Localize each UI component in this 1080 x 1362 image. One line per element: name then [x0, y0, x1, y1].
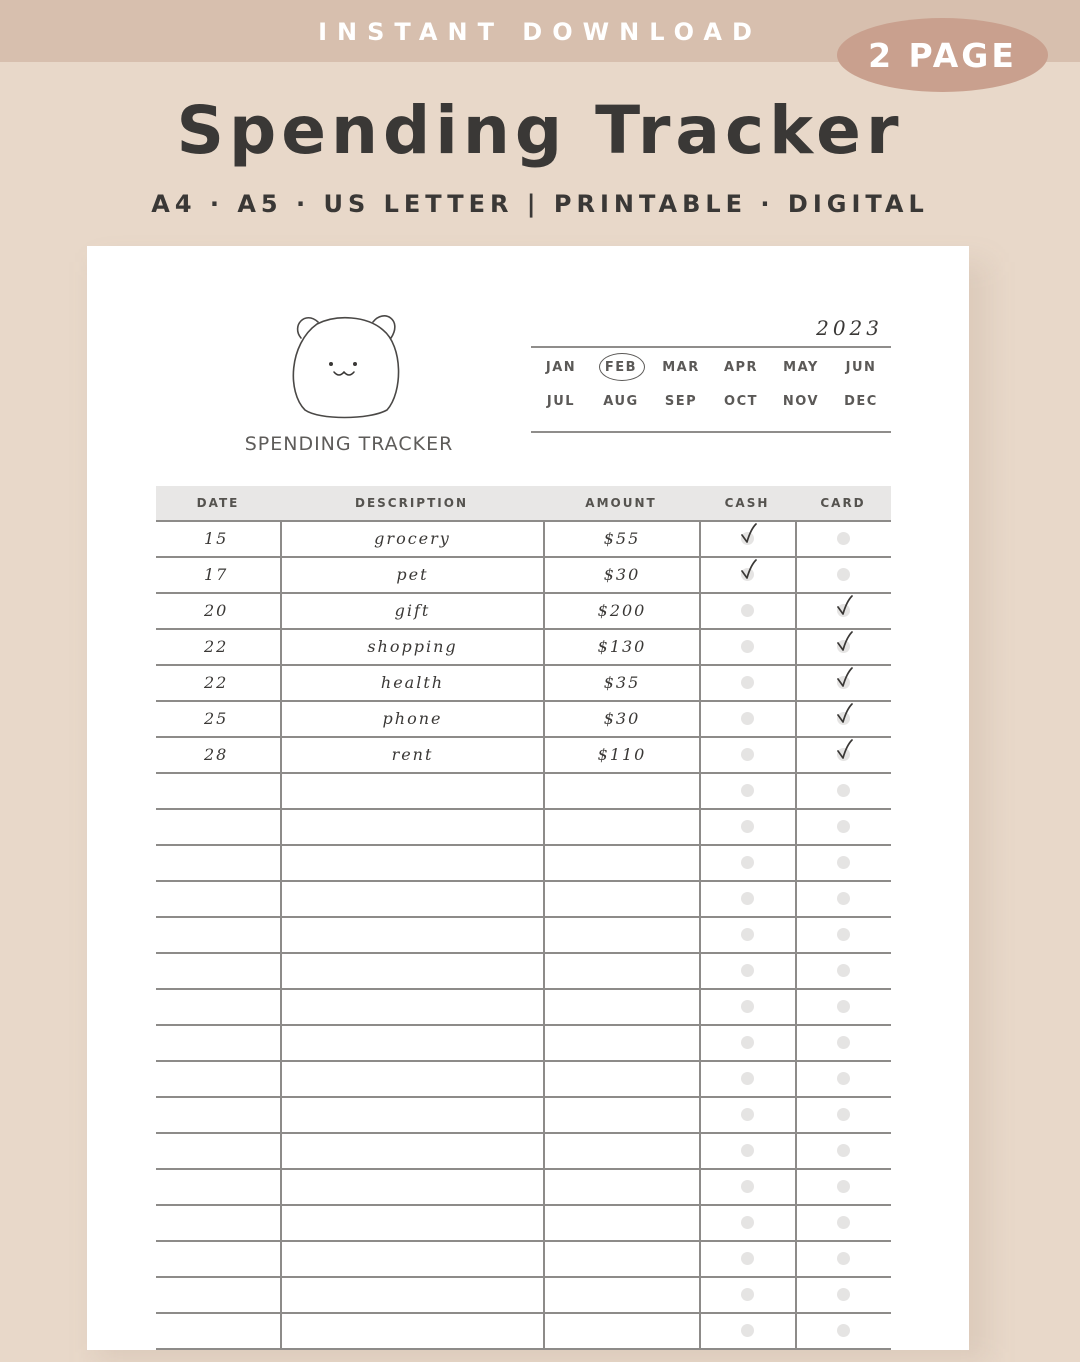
- column-header: CARD: [820, 496, 866, 510]
- sheet-label: SPENDING TRACKER: [244, 433, 454, 455]
- date-cell[interactable]: [156, 954, 280, 988]
- checkbox-dot-icon: [741, 892, 754, 905]
- card-cell[interactable]: [795, 990, 891, 1024]
- amount-cell[interactable]: [543, 918, 699, 952]
- description-cell-text: grocery: [374, 529, 451, 548]
- cash-cell[interactable]: [699, 558, 795, 592]
- description-cell-text: health: [380, 673, 445, 692]
- table-row-empty: [156, 1098, 891, 1134]
- amount-cell-text: $130: [597, 637, 647, 656]
- card-cell[interactable]: [795, 1314, 891, 1348]
- date-cell[interactable]: [156, 990, 280, 1024]
- card-cell[interactable]: [795, 774, 891, 808]
- card-cell[interactable]: [795, 1206, 891, 1240]
- checkbox-dot-icon: [837, 1180, 850, 1193]
- description-cell-text: shopping: [367, 637, 458, 656]
- table-row-empty: [156, 1134, 891, 1170]
- checkbox-dot-icon: [741, 856, 754, 869]
- checkbox-dot-icon: [741, 1252, 754, 1265]
- description-cell[interactable]: [280, 666, 543, 700]
- table-row: [156, 522, 891, 558]
- amount-cell[interactable]: [543, 738, 699, 772]
- amount-cell-text: $30: [603, 565, 641, 584]
- checkbox-dot-icon: [837, 820, 850, 833]
- date-cell[interactable]: [156, 1134, 280, 1168]
- amount-cell-text: $110: [597, 745, 647, 764]
- card-cell[interactable]: [795, 918, 891, 952]
- checkbox-dot-icon: [741, 820, 754, 833]
- checkbox-dot-icon: [741, 1000, 754, 1013]
- table-row-empty: [156, 1026, 891, 1062]
- date-cell[interactable]: [156, 1278, 280, 1312]
- checkbox-dot-icon: [741, 712, 754, 725]
- cash-cell[interactable]: [699, 522, 795, 556]
- amount-cell[interactable]: [543, 1242, 699, 1276]
- checkbox-dot-icon: [837, 1072, 850, 1085]
- checkbox-dot-icon: [741, 748, 754, 761]
- amount-cell[interactable]: [543, 1062, 699, 1096]
- column-header: DATE: [196, 496, 240, 510]
- cash-cell[interactable]: [699, 594, 795, 628]
- cash-cell[interactable]: [699, 882, 795, 916]
- date-cell[interactable]: [156, 1098, 280, 1132]
- checkbox-dot-icon: [837, 1324, 850, 1337]
- amount-cell[interactable]: [543, 1098, 699, 1132]
- table-row-empty: [156, 882, 891, 918]
- table-row-empty: [156, 918, 891, 954]
- amount-cell[interactable]: [543, 1206, 699, 1240]
- cash-cell[interactable]: [699, 810, 795, 844]
- checkbox-dot-icon: [741, 1216, 754, 1229]
- checkbox-dot-icon: [741, 676, 754, 689]
- description-cell[interactable]: [280, 558, 543, 592]
- cash-cell[interactable]: [699, 702, 795, 736]
- checkbox-dot-icon: [741, 604, 754, 617]
- amount-cell[interactable]: [543, 1026, 699, 1060]
- date-cell-text: 17: [204, 565, 229, 584]
- month-jan[interactable]: JAN: [545, 360, 577, 375]
- date-cell[interactable]: [156, 918, 280, 952]
- cash-cell[interactable]: [699, 738, 795, 772]
- amount-cell-text: $35: [603, 673, 641, 692]
- page-count-badge: 2 PAGE: [837, 18, 1048, 92]
- cash-cell[interactable]: [699, 630, 795, 664]
- tracker-sheet: [87, 246, 969, 1350]
- checkmark-icon: [835, 595, 855, 617]
- card-cell[interactable]: [795, 1062, 891, 1096]
- description-cell[interactable]: [280, 774, 543, 808]
- amount-cell[interactable]: [543, 882, 699, 916]
- spending-table: [156, 486, 891, 1350]
- amount-cell[interactable]: [543, 1314, 699, 1348]
- month-apr[interactable]: APR: [723, 360, 759, 375]
- card-cell[interactable]: [795, 558, 891, 592]
- month-dec[interactable]: DEC: [844, 394, 878, 409]
- table-row-empty: [156, 1062, 891, 1098]
- checkmark-icon: [739, 523, 759, 545]
- checkbox-dot-icon: [741, 1036, 754, 1049]
- amount-cell[interactable]: [543, 810, 699, 844]
- amount-cell[interactable]: [543, 522, 699, 556]
- amount-cell[interactable]: [543, 1170, 699, 1204]
- table-row-empty: [156, 846, 891, 882]
- cash-cell[interactable]: [699, 1278, 795, 1312]
- date-cell[interactable]: [156, 738, 280, 772]
- description-cell-text: pet: [396, 565, 429, 584]
- card-cell[interactable]: [795, 702, 891, 736]
- checkbox-dot-icon: [837, 928, 850, 941]
- cash-cell[interactable]: [699, 846, 795, 880]
- description-cell[interactable]: [280, 846, 543, 880]
- description-cell[interactable]: [280, 1026, 543, 1060]
- month-rule-bottom: [531, 431, 891, 433]
- checkbox-dot-icon: [837, 568, 850, 581]
- column-header: AMOUNT: [585, 496, 657, 510]
- table-row: [156, 594, 891, 630]
- date-cell-text: 22: [204, 637, 229, 656]
- amount-cell[interactable]: [543, 990, 699, 1024]
- checkmark-icon: [739, 559, 759, 581]
- description-cell[interactable]: [280, 1278, 543, 1312]
- card-cell[interactable]: [795, 954, 891, 988]
- description-cell[interactable]: [280, 990, 543, 1024]
- card-cell[interactable]: [795, 738, 891, 772]
- description-cell[interactable]: [280, 1134, 543, 1168]
- description-cell-text: phone: [382, 709, 443, 728]
- table-row-empty: [156, 990, 891, 1026]
- table-row-empty: [156, 774, 891, 810]
- checkbox-dot-icon: [741, 1072, 754, 1085]
- checkbox-dot-icon: [741, 964, 754, 977]
- amount-cell[interactable]: [543, 666, 699, 700]
- month-rule-top: [531, 346, 891, 348]
- table-row-empty: [156, 1206, 891, 1242]
- amount-cell-text: $55: [603, 529, 641, 548]
- date-cell[interactable]: [156, 1062, 280, 1096]
- checkbox-dot-icon: [837, 1252, 850, 1265]
- card-cell[interactable]: [795, 846, 891, 880]
- card-cell[interactable]: [795, 1134, 891, 1168]
- card-cell[interactable]: [795, 1098, 891, 1132]
- checkbox-dot-icon: [741, 1288, 754, 1301]
- checkmark-icon: [835, 739, 855, 761]
- date-cell-text: 28: [204, 745, 229, 764]
- description-cell[interactable]: [280, 1170, 543, 1204]
- card-cell[interactable]: [795, 882, 891, 916]
- month-mar[interactable]: MAR: [662, 360, 700, 375]
- year-label: 2023: [816, 316, 883, 340]
- amount-cell[interactable]: [543, 594, 699, 628]
- amount-cell-text: $200: [597, 601, 647, 620]
- card-cell[interactable]: [795, 594, 891, 628]
- amount-cell[interactable]: [543, 846, 699, 880]
- checkbox-dot-icon: [837, 964, 850, 977]
- column-header: DESCRIPTION: [354, 496, 468, 510]
- bear-icon: [287, 306, 405, 424]
- table-row: [156, 666, 891, 702]
- cash-cell[interactable]: [699, 774, 795, 808]
- date-cell-text: 22: [204, 673, 229, 692]
- card-cell[interactable]: [795, 1170, 891, 1204]
- formats-subtitle: A4 · A5 · US LETTER | PRINTABLE · DIGITAL: [151, 190, 929, 218]
- month-oct[interactable]: OCT: [724, 394, 758, 409]
- checkbox-dot-icon: [741, 1180, 754, 1193]
- checkmark-icon: [835, 631, 855, 653]
- cash-cell[interactable]: [699, 1242, 795, 1276]
- month-sep[interactable]: SEP: [664, 394, 698, 409]
- amount-cell[interactable]: [543, 1134, 699, 1168]
- date-cell[interactable]: [156, 774, 280, 808]
- date-cell[interactable]: [156, 666, 280, 700]
- card-cell[interactable]: [795, 630, 891, 664]
- month-jul[interactable]: JUL: [546, 394, 576, 409]
- checkbox-dot-icon: [741, 784, 754, 797]
- date-cell[interactable]: [156, 846, 280, 880]
- checkmark-icon: [835, 667, 855, 689]
- date-cell[interactable]: [156, 702, 280, 736]
- card-cell[interactable]: [795, 666, 891, 700]
- amount-cell[interactable]: [543, 558, 699, 592]
- description-cell[interactable]: [280, 1242, 543, 1276]
- checkmark-icon: [835, 703, 855, 725]
- table-row-empty: [156, 1242, 891, 1278]
- date-cell[interactable]: [156, 1026, 280, 1060]
- cash-cell[interactable]: [699, 1062, 795, 1096]
- table-header: [156, 486, 891, 522]
- cash-cell[interactable]: [699, 1026, 795, 1060]
- table-row-empty: [156, 1278, 891, 1314]
- table-row-empty: [156, 1314, 891, 1350]
- description-cell[interactable]: [280, 738, 543, 772]
- month-nov[interactable]: NOV: [782, 394, 820, 409]
- card-cell[interactable]: [795, 1026, 891, 1060]
- month-jun[interactable]: JUN: [845, 360, 877, 375]
- date-cell-text: 15: [204, 529, 229, 548]
- amount-cell[interactable]: [543, 774, 699, 808]
- checkbox-dot-icon: [837, 532, 850, 545]
- checkbox-dot-icon: [741, 1324, 754, 1337]
- description-cell-text: gift: [394, 601, 431, 620]
- date-cell-text: 25: [204, 709, 229, 728]
- cash-cell[interactable]: [699, 666, 795, 700]
- cash-cell[interactable]: [699, 990, 795, 1024]
- table-row-empty: [156, 1170, 891, 1206]
- month-selector: [531, 358, 891, 412]
- date-cell[interactable]: [156, 882, 280, 916]
- checkbox-dot-icon: [837, 1000, 850, 1013]
- description-cell[interactable]: [280, 1098, 543, 1132]
- date-cell[interactable]: [156, 594, 280, 628]
- date-cell[interactable]: [156, 522, 280, 556]
- card-cell[interactable]: [795, 522, 891, 556]
- table-row: [156, 558, 891, 594]
- amount-cell[interactable]: [543, 630, 699, 664]
- checkbox-dot-icon: [741, 928, 754, 941]
- description-cell[interactable]: [280, 1314, 543, 1348]
- cash-cell[interactable]: [699, 1134, 795, 1168]
- month-aug[interactable]: AUG: [603, 394, 639, 409]
- checkbox-dot-icon: [837, 1288, 850, 1301]
- checkbox-dot-icon: [837, 856, 850, 869]
- card-cell[interactable]: [795, 1278, 891, 1312]
- cash-cell[interactable]: [699, 1098, 795, 1132]
- description-cell[interactable]: [280, 702, 543, 736]
- month-may[interactable]: MAY: [783, 360, 819, 375]
- date-cell[interactable]: [156, 1170, 280, 1204]
- checkbox-dot-icon: [741, 1108, 754, 1121]
- table-row-empty: [156, 810, 891, 846]
- amount-cell-text: $30: [603, 709, 641, 728]
- date-cell[interactable]: [156, 810, 280, 844]
- description-cell[interactable]: [280, 918, 543, 952]
- table-row: [156, 738, 891, 774]
- amount-cell[interactable]: [543, 1278, 699, 1312]
- checkbox-dot-icon: [741, 640, 754, 653]
- cash-cell[interactable]: [699, 1206, 795, 1240]
- cash-cell[interactable]: [699, 1314, 795, 1348]
- date-cell-text: 20: [204, 601, 229, 620]
- checkbox-dot-icon: [741, 1144, 754, 1157]
- amount-cell[interactable]: [543, 954, 699, 988]
- product-title: Spending Tracker: [176, 92, 904, 169]
- description-cell[interactable]: [280, 1206, 543, 1240]
- checkbox-dot-icon: [837, 1216, 850, 1229]
- checkbox-dot-icon: [837, 1144, 850, 1157]
- cash-cell[interactable]: [699, 918, 795, 952]
- description-cell[interactable]: [280, 630, 543, 664]
- cash-cell[interactable]: [699, 1170, 795, 1204]
- card-cell[interactable]: [795, 810, 891, 844]
- description-cell[interactable]: [280, 594, 543, 628]
- date-cell[interactable]: [156, 1206, 280, 1240]
- table-row: [156, 630, 891, 666]
- description-cell[interactable]: [280, 882, 543, 916]
- date-cell[interactable]: [156, 1242, 280, 1276]
- cash-cell[interactable]: [699, 954, 795, 988]
- description-cell-text: rent: [391, 745, 434, 764]
- description-cell[interactable]: [280, 522, 543, 556]
- table-row-empty: [156, 954, 891, 990]
- card-cell[interactable]: [795, 1242, 891, 1276]
- description-cell[interactable]: [280, 810, 543, 844]
- date-cell[interactable]: [156, 558, 280, 592]
- column-header: CASH: [724, 496, 770, 510]
- table-row: [156, 702, 891, 738]
- date-cell[interactable]: [156, 630, 280, 664]
- description-cell[interactable]: [280, 1062, 543, 1096]
- checkbox-dot-icon: [837, 784, 850, 797]
- table-body: [156, 522, 891, 1350]
- instant-download-label: INSTANT DOWNLOAD: [318, 18, 762, 46]
- month-feb[interactable]: FEB: [591, 358, 651, 378]
- checkbox-dot-icon: [837, 1036, 850, 1049]
- checkbox-dot-icon: [837, 1108, 850, 1121]
- checkbox-dot-icon: [837, 892, 850, 905]
- amount-cell[interactable]: [543, 702, 699, 736]
- date-cell[interactable]: [156, 1314, 280, 1348]
- description-cell[interactable]: [280, 954, 543, 988]
